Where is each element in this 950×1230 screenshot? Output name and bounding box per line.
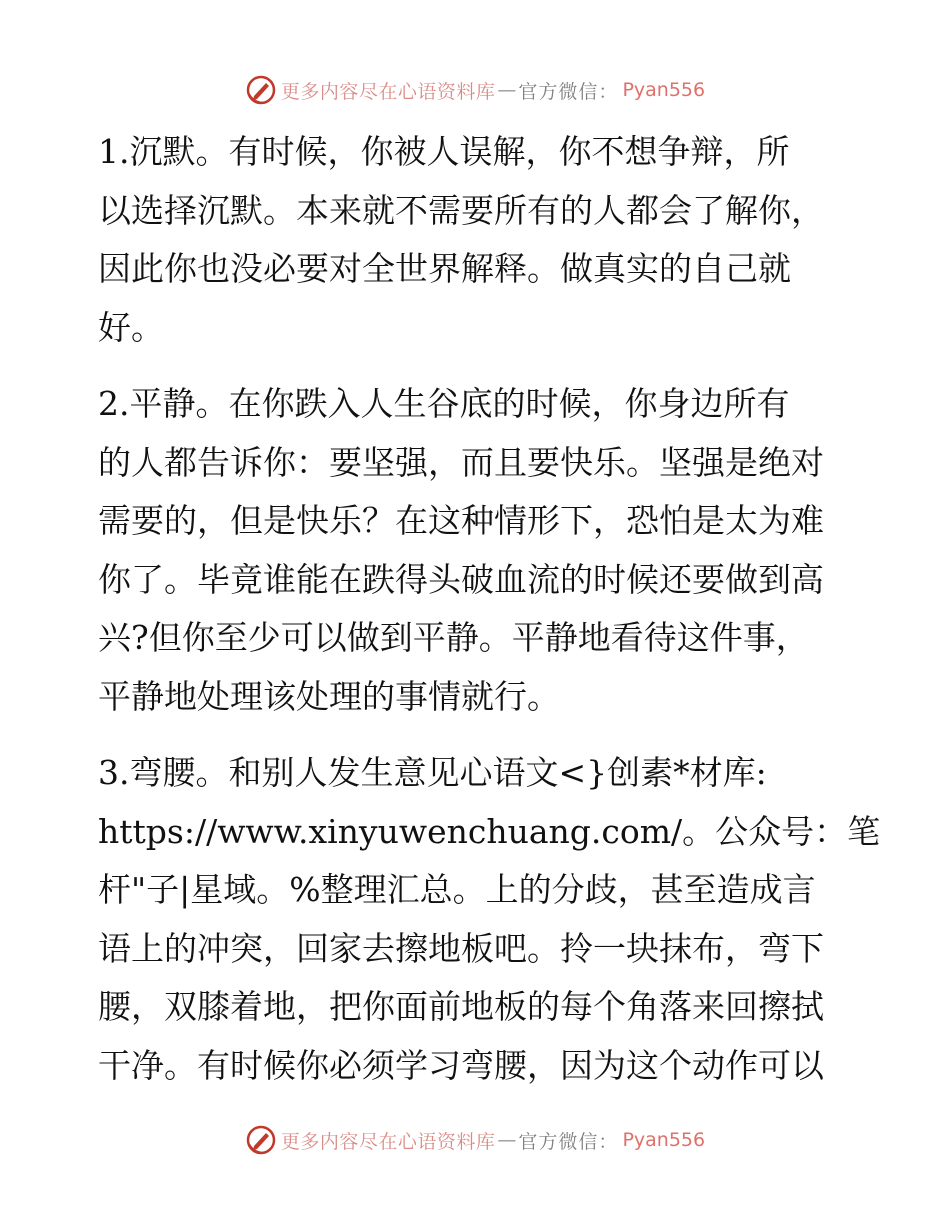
text-line: 腰，双膝着地，把你面前地板的每个角落来回擦拭 bbox=[98, 987, 824, 1026]
paragraph-calm bbox=[98, 375, 858, 726]
pen-circle-logo-icon bbox=[245, 1124, 277, 1156]
pen-circle-logo-icon bbox=[245, 74, 277, 106]
header-wechat-id: Pyan556 bbox=[622, 79, 706, 101]
text-line: 你了。毕竟谁能在跌得头破血流的时候还要做到高 bbox=[98, 559, 824, 599]
text-line: 平静地处理该处理的事情就行。 bbox=[98, 676, 560, 716]
footer-text: 更多内容尽在心语资料库 bbox=[280, 1130, 496, 1153]
paragraph-silence bbox=[98, 123, 858, 357]
footer-wechat-id: Pyan556 bbox=[622, 1129, 706, 1151]
text-line: 1.沉默。有时候，你被人误解，你不想争辩，所 bbox=[98, 132, 790, 171]
header-banner bbox=[0, 70, 950, 110]
footer-banner bbox=[0, 1120, 950, 1160]
text-line: 以选择沉默。本来就不需要所有的人都会了解你， bbox=[98, 190, 824, 230]
header-wechat-label: 官方微信： bbox=[518, 80, 619, 103]
text-line: 2.平静。在你跌入人生谷底的时候，你身边所有 bbox=[98, 384, 790, 423]
text-line: 兴?但你至少可以做到平静。平静地看待这件事， bbox=[98, 618, 809, 657]
text-line: 的人都告诉你：要坚强，而且要快乐。坚强是绝对 bbox=[98, 442, 824, 482]
text-line: 因此你也没必要对全世界解释。做真实的自己就 bbox=[98, 249, 791, 288]
text-line: 语上的冲突，回家去擦地板吧。拎一块抹布，弯下 bbox=[98, 928, 824, 968]
document-body bbox=[98, 123, 881, 1113]
text-line: https://www.xinyuwenchuang.com/。公众号：笔 bbox=[98, 811, 881, 851]
text-line: 好。 bbox=[98, 307, 164, 347]
text-line: 需要的，但是快乐？在这种情形下，恐怕是太为难 bbox=[98, 501, 824, 540]
text-line: 杆"子|星域。%整理汇总。上的分歧，甚至造成言 bbox=[98, 870, 816, 909]
footer-dash: — bbox=[497, 1129, 517, 1151]
header-text: 更多内容尽在心语资料库 bbox=[280, 80, 496, 103]
paragraph-bend bbox=[98, 744, 881, 1095]
footer-wechat-label: 官方微信： bbox=[518, 1130, 619, 1153]
text-line: 3.弯腰。和别人发生意见心语文<}创素*材库: bbox=[98, 753, 767, 792]
text-line: 干净。有时候你必须学习弯腰，因为这个动作可以 bbox=[98, 1045, 824, 1085]
header-dash: — bbox=[497, 79, 517, 101]
